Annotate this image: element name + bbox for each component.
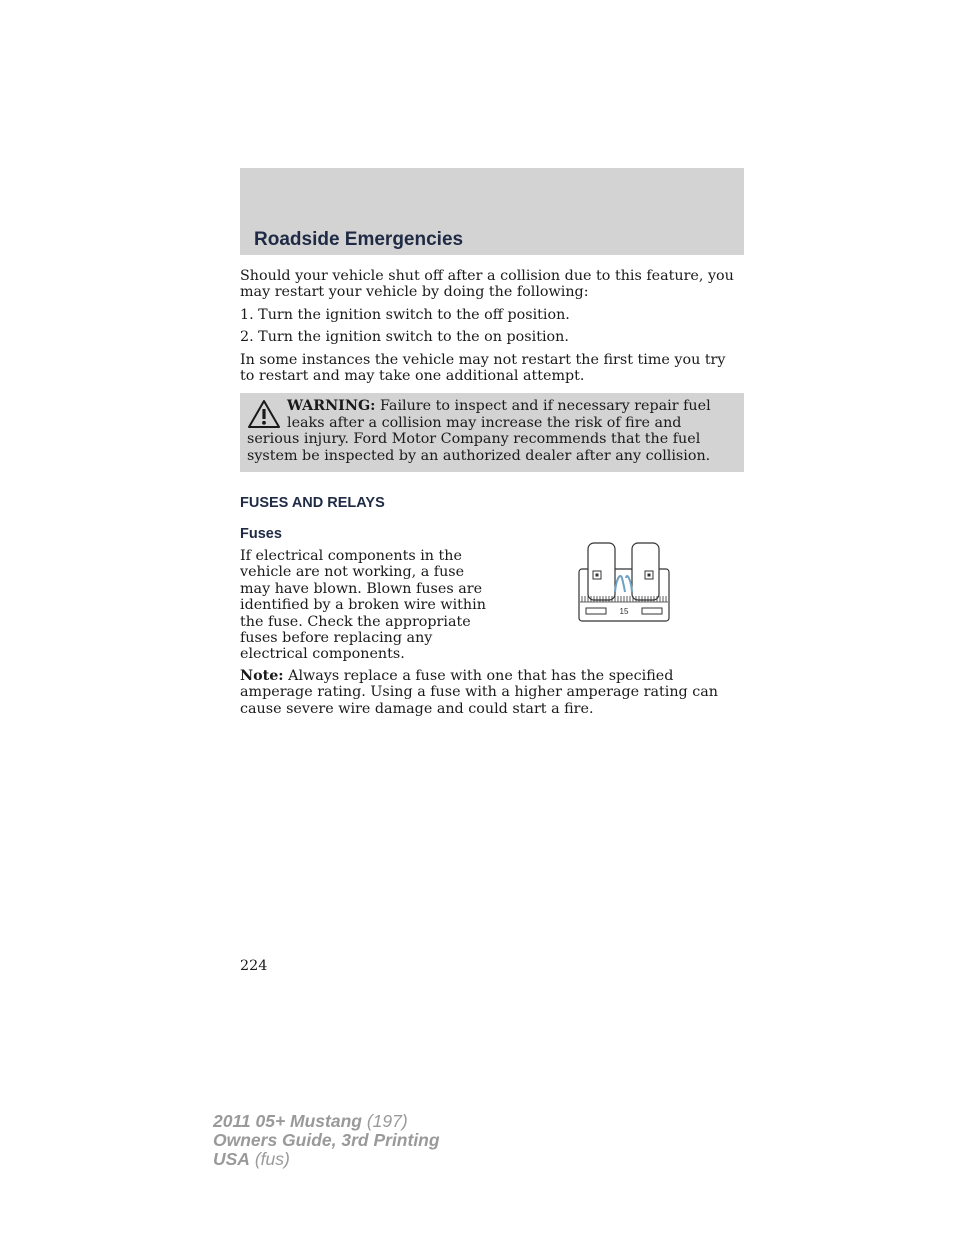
section-header-band [240, 168, 744, 255]
fuses-subheading: Fuses [240, 526, 282, 543]
warning-box [240, 393, 744, 472]
warning-label: WARNING: [287, 398, 376, 415]
page-content [240, 268, 744, 717]
note-paragraph [240, 668, 744, 717]
step-2: 2. Turn the ignition switch to the on position. [240, 329, 569, 346]
blade-fuse-icon [578, 542, 672, 626]
fuse-amperage-label: 15 [619, 606, 629, 616]
note-label: Note: [240, 667, 284, 684]
warning-triangle-icon [247, 399, 281, 429]
intro-paragraph: Should your vehicle shut off after a collision due to this feature, you may restart your vehicle by doing the following: [240, 268, 734, 301]
fuses-section [240, 547, 744, 663]
restart-note: In some instances the vehicle may not restart the first time you try to restart and may take one additional attempt. [240, 351, 726, 385]
warning-text: Failure to inspect and if necessary repair fuel leaks after a collision may increase the risk of fire and serious injury. Ford Motor Company recommends that the fuel system be inspected by an authorized dealer after any collision. [247, 398, 711, 464]
section-title: Roadside Emergencies [254, 229, 464, 250]
footer-market: USA [213, 1149, 250, 1169]
footer-market-code: (fus) [254, 1149, 290, 1169]
footer-guide: Owners Guide, 3rd Printing [213, 1130, 440, 1150]
fuses-paragraph: If electrical components in the vehicle are not working, a fuse may have blown. Blown fuses are identified by a broken wire within the fuse. Check the appropriate fuses before replacing any electrical components. [240, 547, 486, 663]
document-footer [213, 1112, 440, 1169]
footer-model: 2011 05+ Mustang [213, 1111, 362, 1131]
footer-line-2 [213, 1131, 440, 1150]
fuses-and-relays-heading: FUSES AND RELAYS [240, 495, 385, 512]
step-1: 1. Turn the ignition switch to the off position. [240, 306, 570, 323]
footer-model-code: (197) [366, 1111, 408, 1131]
note-text: Always replace a fuse with one that has the specified amperage rating. Using a fuse with a higher amperage rating can cause severe wire damage and could start a fire. [240, 667, 718, 717]
footer-line-3 [213, 1150, 440, 1169]
warning-text-block [247, 398, 732, 464]
footer-line-1 [213, 1112, 440, 1131]
page-number: 224 [240, 958, 268, 974]
